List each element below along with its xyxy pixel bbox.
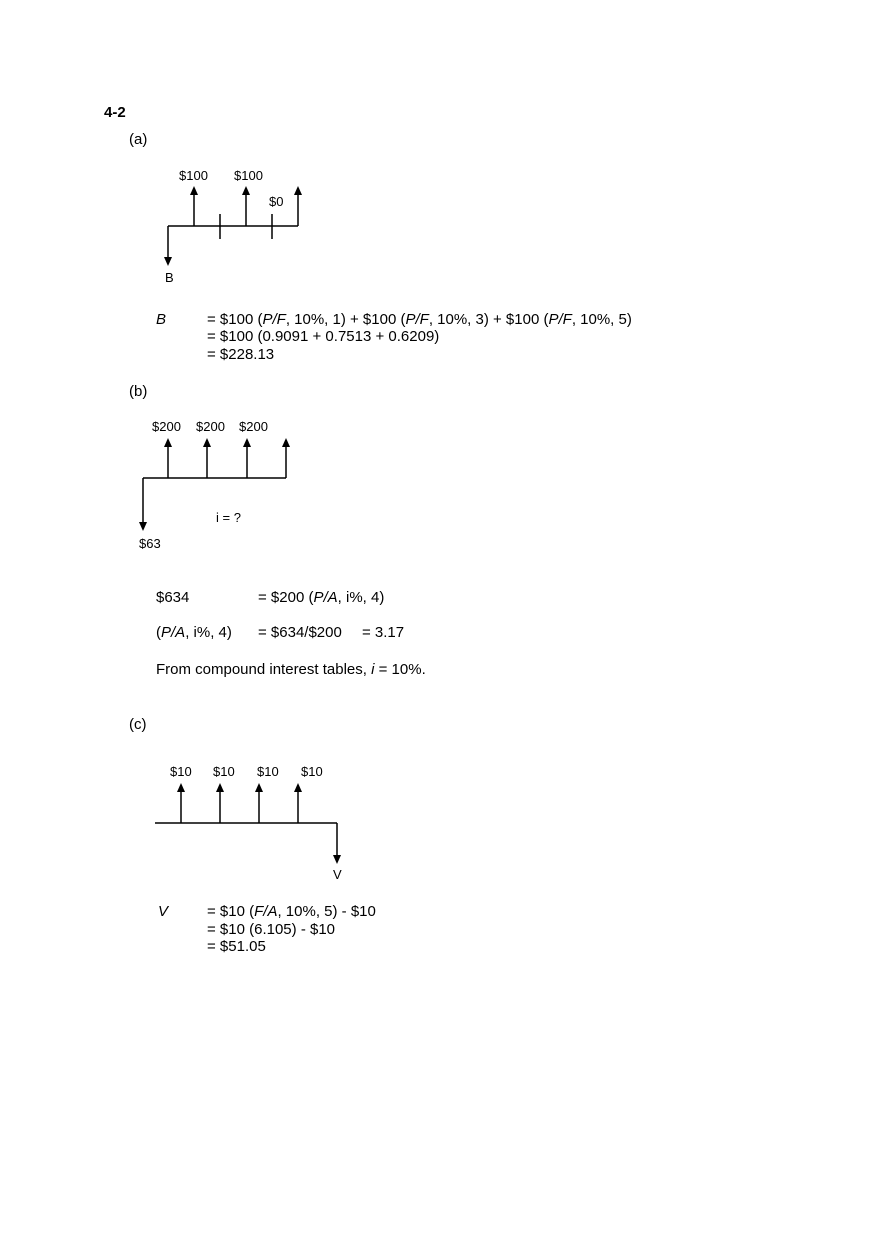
amount-c-1: $10: [170, 764, 192, 779]
amount-c-4: $10: [301, 764, 323, 779]
amount-c-3: $10: [257, 764, 279, 779]
amount-a-3: $100: [234, 168, 263, 183]
equation-b-2-lhs: (P/A, i%, 4): [156, 624, 232, 641]
future-label-c: V: [333, 867, 342, 882]
equation-b-2-mid: = $634/$200: [258, 624, 342, 641]
equation-c-lhs: V: [158, 903, 169, 920]
equation-b-1-lhs: $634: [156, 589, 190, 606]
present-label-b: $63: [139, 536, 161, 551]
amount-a-5: $0: [269, 194, 284, 209]
equation-c-line-2: = $10 (6.105) - $10: [207, 921, 336, 938]
equation-a-lhs: B: [156, 311, 167, 328]
present-label-a: B: [165, 270, 174, 285]
amount-b-1: $200: [152, 419, 181, 434]
equation-a-line-2: = $100 (0.9091 + 0.7513 + 0.6209): [207, 328, 440, 345]
conclusion-b: From compound interest tables, i = 10%.: [156, 661, 426, 678]
equation-b-2-rhs: = 3.17: [362, 624, 405, 641]
equation-b-1-rhs: = $200 (P/A, i%, 4): [258, 589, 385, 606]
part-c-label: (c): [129, 716, 147, 733]
equation-a-line-3: = $228.13: [207, 346, 275, 363]
amount-b-2: $200: [196, 419, 225, 434]
rate-label-b: i = ?: [216, 510, 241, 525]
part-b-label: (b): [129, 383, 148, 400]
amount-b-3: $200: [239, 419, 268, 434]
amount-a-1: $100: [179, 168, 208, 183]
equation-c-line-1: = $10 (F/A, 10%, 5) - $10: [207, 903, 376, 920]
equation-a-line-1: = $100 (P/F, 10%, 1) + $100 (P/F, 10%, 3) + $100 (P/F, 10%, 5): [207, 311, 632, 328]
problem-number: 4-2: [104, 104, 126, 121]
amount-c-2: $10: [213, 764, 235, 779]
equation-c-line-3: = $51.05: [207, 938, 266, 955]
part-a-label: (a): [129, 131, 148, 148]
